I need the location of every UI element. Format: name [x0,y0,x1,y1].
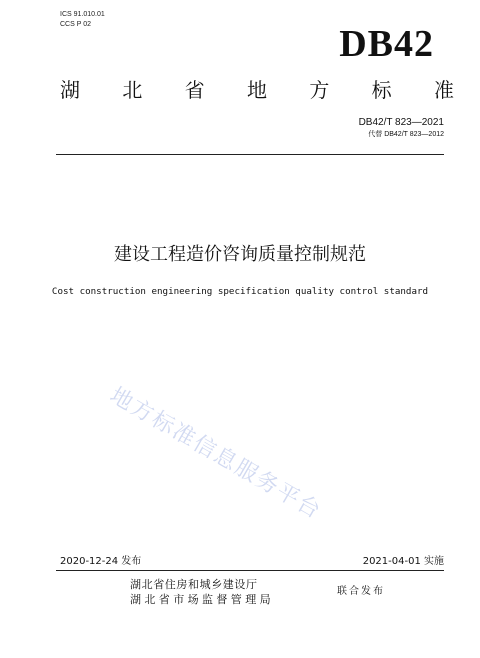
category-char: 标 [371,78,392,102]
header-divider [56,154,444,155]
issuing-authorities [130,577,274,607]
standard-number: DB42/T 823—2021 [358,117,444,128]
date-row [60,555,444,568]
issuer-market-regulation: 湖北省市场监督管理局 [130,593,274,606]
category-char: 方 [309,78,330,102]
footer-divider [56,570,444,571]
category-char: 准 [433,78,454,102]
ics-code: ICS 91.010.01 [60,11,105,18]
implementation-date: 2021-04-01 实施 [362,556,444,567]
category-char: 省 [184,78,205,102]
standard-category-heading [60,78,454,102]
classification-codes [60,10,105,30]
category-char: 北 [122,78,143,102]
standard-title-chinese: 建设工程造价咨询质量控制规范 [114,244,366,265]
category-char: 湖 [60,78,80,102]
standard-number-block [359,116,444,140]
joint-issue-label: 联合发布 [337,586,385,597]
issue-date: 2020-12-24 发布 [60,556,142,567]
db-standard-mark: DB42 [339,23,434,65]
issuer-housing-department: 湖北省住房和城乡建设厅 [130,578,258,591]
standard-title-english: Cost construction engineering specification quality control standard [51,286,429,297]
category-char: 地 [246,78,267,102]
replaces-standard: 代替 DB42/T 823—2012 [368,131,444,138]
platform-watermark: 地方标准信息服务平台 [105,383,326,525]
ccs-code: CCS P 02 [60,21,91,28]
